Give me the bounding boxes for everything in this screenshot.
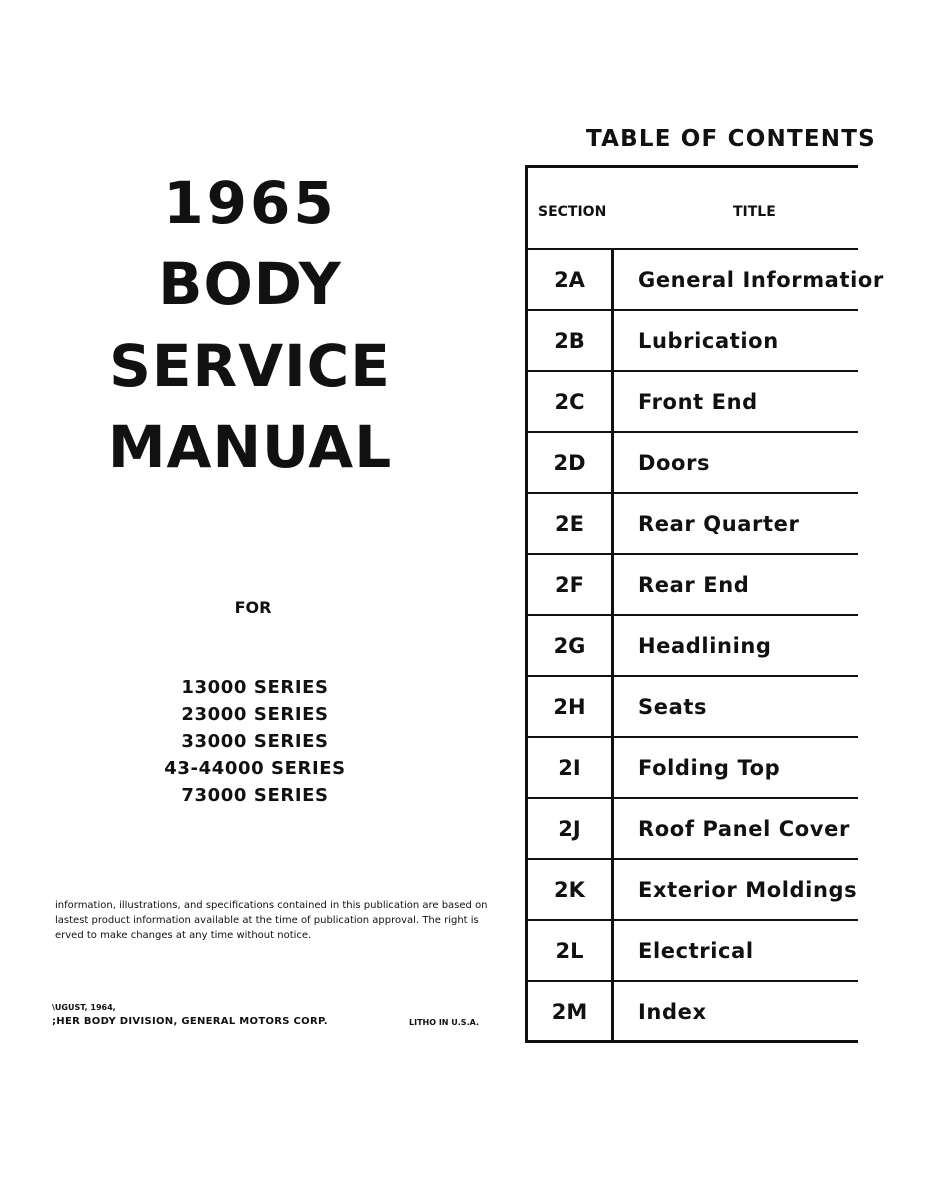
section-title: Rear End	[638, 573, 750, 597]
section-title: Front End	[638, 390, 758, 414]
section-code: 2K	[554, 878, 585, 902]
section-code: 2F	[555, 573, 584, 597]
litho-note: LITHO IN U.S.A.	[409, 1018, 479, 1027]
section-code: 2G	[553, 634, 586, 658]
section-code: 2D	[553, 451, 586, 475]
toc-rows	[528, 250, 884, 1043]
toc-column-title: TITLE	[733, 204, 776, 220]
toc-row	[528, 738, 858, 799]
toc-row	[528, 799, 858, 860]
section-title: Rear Quarter	[638, 512, 800, 536]
series-list	[150, 674, 360, 809]
toc-row	[528, 921, 858, 982]
section-code: 2I	[558, 756, 581, 780]
toc-row	[528, 250, 884, 311]
toc-header-row	[528, 168, 858, 250]
toc-table	[525, 165, 884, 1043]
section-code: 2J	[558, 817, 581, 841]
for-label: FOR	[234, 598, 272, 617]
toc-row	[528, 677, 858, 738]
section-code: 2B	[554, 329, 585, 353]
section-code: 2E	[555, 512, 584, 536]
manual-title-line-2: SERVICE	[109, 332, 391, 400]
series-item: 13000 SERIES	[181, 677, 329, 698]
section-title: General Informatior	[638, 268, 884, 292]
section-title: Electrical	[638, 939, 754, 963]
section-code: 2L	[555, 939, 584, 963]
toc-row	[528, 372, 858, 433]
series-item: 23000 SERIES	[181, 704, 329, 725]
toc-row	[528, 494, 858, 555]
section-title: Seats	[638, 695, 708, 719]
disclaimer-line: erved to make changes at any time without notice.	[55, 930, 312, 941]
toc-heading: TABLE OF CONTENTS	[586, 126, 876, 152]
manual-year: 1965	[163, 169, 337, 237]
section-title: Headlining	[638, 634, 772, 658]
series-item: 73000 SERIES	[181, 785, 329, 806]
series-item: 43-44000 SERIES	[164, 758, 346, 779]
manual-title-line-1: BODY	[158, 250, 342, 318]
toc-column-section: SECTION	[538, 204, 607, 220]
toc-row	[528, 433, 858, 494]
series-item: 33000 SERIES	[181, 731, 329, 752]
section-title: Folding Top	[638, 756, 781, 780]
section-code: 2A	[554, 268, 585, 292]
section-title: Lubrication	[638, 329, 779, 353]
toc-row	[528, 860, 858, 921]
publication-date: \UGUST, 1964,	[52, 1003, 116, 1012]
toc-row	[528, 311, 858, 372]
toc-row	[528, 555, 858, 616]
disclaimer-line: lastest product information available at the time of publication approval. The right is	[55, 915, 479, 926]
section-title: Exterior Moldings	[638, 878, 858, 902]
toc-row	[528, 616, 858, 677]
disclaimer-line: information, illustrations, and specifications contained in this publication are based on	[55, 900, 488, 911]
section-title: Doors	[638, 451, 711, 475]
section-code: 2C	[554, 390, 585, 414]
publisher-division: ;HER BODY DIVISION, GENERAL MOTORS CORP.	[52, 1016, 328, 1027]
section-title: Roof Panel Cover	[638, 817, 850, 841]
section-code: 2M	[551, 1000, 588, 1024]
section-code: 2H	[553, 695, 586, 719]
toc-row	[528, 982, 858, 1043]
manual-title-line-3: MANUAL	[107, 413, 393, 481]
section-title: Index	[638, 1000, 707, 1024]
disclaimer	[55, 898, 488, 943]
